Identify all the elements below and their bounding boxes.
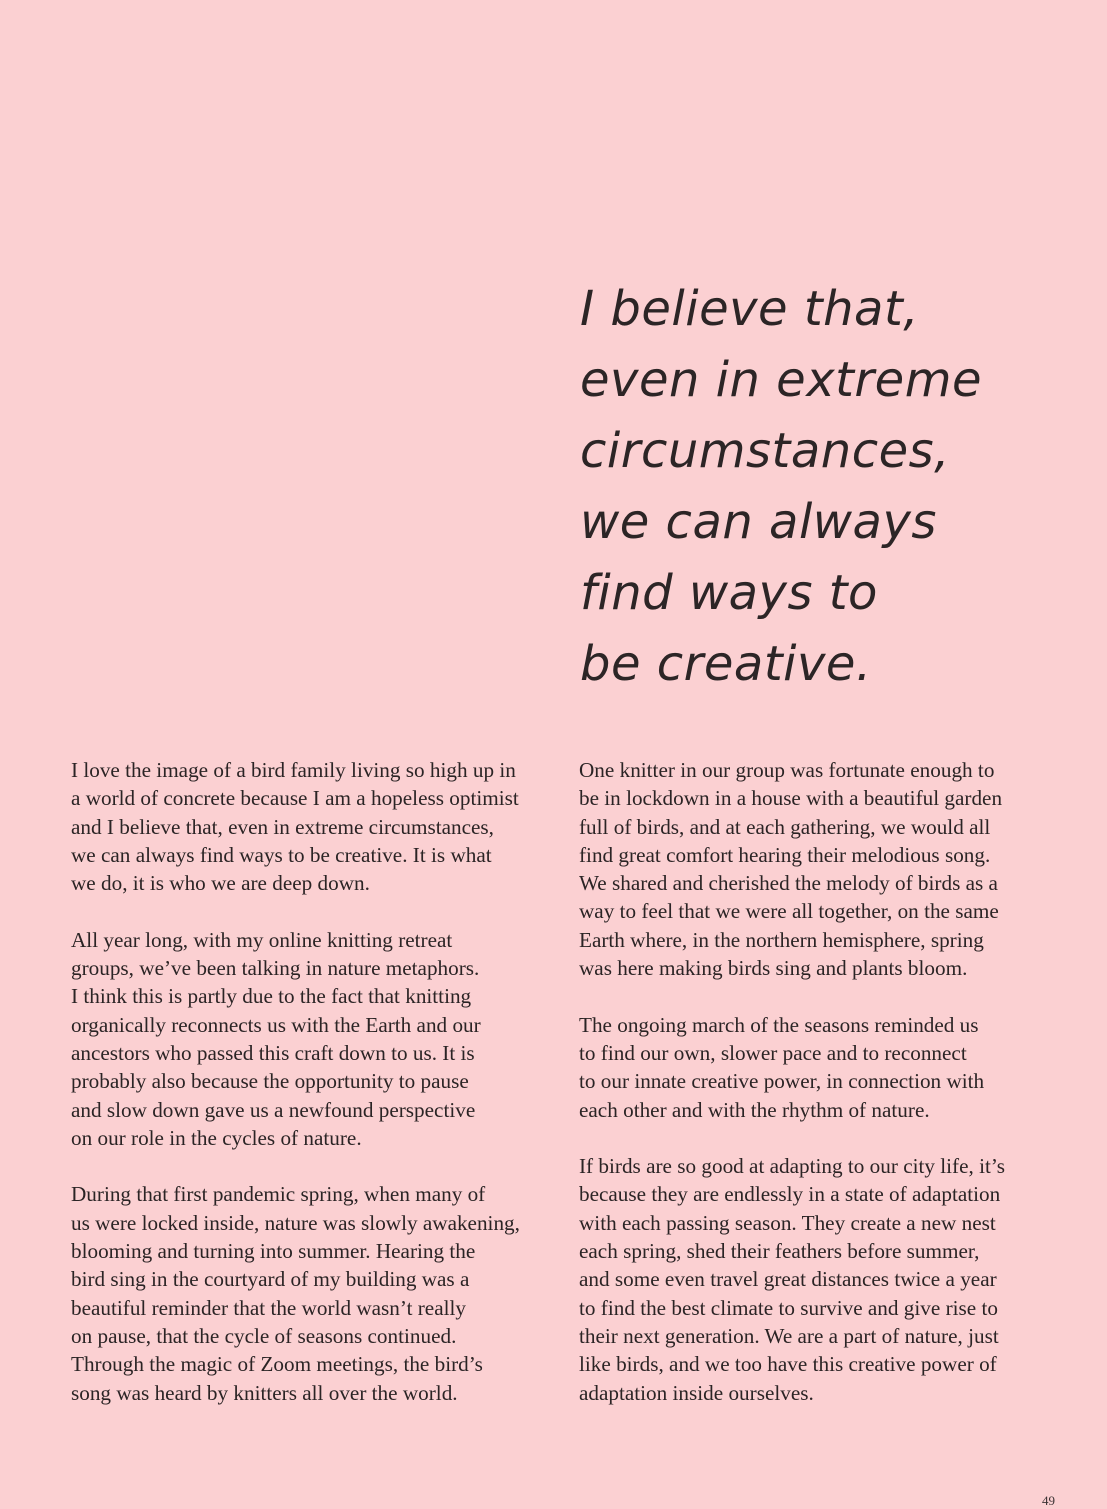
- text-line: each spring, shed their feathers before summer,: [579, 1239, 980, 1264]
- text-line: on our role in the cycles of nature.: [71, 1125, 362, 1150]
- pull-quote-line: I believe that,: [580, 281, 920, 337]
- left-text-column: [71, 756, 551, 1435]
- right-text-column: [579, 756, 1059, 1435]
- text-line: probably also because the opportunity to pause: [71, 1069, 469, 1094]
- body-paragraph: [579, 756, 1059, 982]
- text-line: a world of concrete because I am a hopeless optimist: [71, 786, 519, 811]
- text-line: us were locked inside, nature was slowly awakening,: [71, 1210, 520, 1235]
- text-line: was here making birds sing and plants bloom.: [579, 956, 968, 981]
- text-line: to our innate creative power, in connection with: [579, 1069, 985, 1094]
- text-line: to find the best climate to survive and give rise to: [579, 1295, 998, 1320]
- body-paragraph: [579, 1152, 1059, 1407]
- text-line: ancestors who passed this craft down to us. It is: [71, 1040, 475, 1065]
- text-line: and slow down gave us a newfound perspective: [71, 1097, 476, 1122]
- text-line: If birds are so good at adapting to our city life, it’s: [579, 1154, 1006, 1179]
- text-line: their next generation. We are a part of nature, just: [579, 1323, 999, 1348]
- text-line: bird sing in the courtyard of my building was a: [71, 1267, 470, 1292]
- text-line: organically reconnects us with the Earth and our: [71, 1012, 481, 1037]
- text-line: we can always find ways to be creative. It is what: [71, 842, 492, 867]
- text-line: each other and with the rhythm of nature.: [579, 1097, 930, 1122]
- pull-quote: [580, 274, 1090, 700]
- text-line: song was heard by knitters all over the world.: [71, 1380, 458, 1405]
- text-line: find great comfort hearing their melodious song.: [579, 842, 991, 867]
- text-line: One knitter in our group was fortunate enough to: [579, 758, 995, 782]
- body-paragraph: [71, 926, 551, 1152]
- text-line: with each passing season. They create a new nest: [579, 1210, 996, 1235]
- text-line: and I believe that, even in extreme circumstances,: [71, 814, 494, 839]
- text-line: we do, it is who we are deep down.: [71, 871, 370, 896]
- text-line: and some even travel great distances twice a year: [579, 1267, 997, 1292]
- pull-quote-line: find ways to: [580, 565, 878, 621]
- text-line: Through the magic of Zoom meetings, the bird’s: [71, 1352, 483, 1377]
- text-line: beautiful reminder that the world wasn’t really: [71, 1295, 466, 1320]
- page-number: 49: [1042, 1493, 1055, 1508]
- text-line: adaptation inside ourselves.: [579, 1380, 814, 1405]
- text-line: blooming and turning into summer. Hearing the: [71, 1239, 476, 1264]
- body-paragraph: [579, 1011, 1059, 1124]
- pull-quote-line: be creative.: [580, 636, 872, 692]
- text-line: groups, we’ve been talking in nature metaphors.: [71, 956, 480, 981]
- text-line: because they are endlessly in a state of adaptation: [579, 1182, 1001, 1207]
- text-line: All year long, with my online knitting retreat: [71, 927, 453, 952]
- body-paragraph: [71, 1180, 551, 1406]
- body-paragraph: [71, 756, 551, 897]
- text-line: I think this is partly due to the fact that knitting: [71, 984, 472, 1009]
- text-line: During that first pandemic spring, when many of: [71, 1182, 486, 1207]
- text-line: full of birds, and at each gathering, we would all: [579, 814, 991, 839]
- text-line: We shared and cherished the melody of birds as a: [579, 871, 998, 896]
- pull-quote-line: even in extreme: [580, 352, 982, 408]
- text-line: be in lockdown in a house with a beautiful garden: [579, 786, 1003, 811]
- text-line: like birds, and we too have this creative power of: [579, 1352, 997, 1377]
- text-line: The ongoing march of the seasons reminded us: [579, 1012, 979, 1037]
- text-line: I love the image of a bird family living so high up in: [71, 758, 516, 782]
- text-line: Earth where, in the northern hemisphere, spring: [579, 927, 984, 952]
- text-line: way to feel that we were all together, on the same: [579, 899, 999, 924]
- text-line: to find our own, slower pace and to reconnect: [579, 1040, 967, 1065]
- text-line: on pause, that the cycle of seasons continued.: [71, 1323, 457, 1348]
- pull-quote-line: we can always: [580, 494, 937, 550]
- pull-quote-line: circumstances,: [580, 423, 950, 479]
